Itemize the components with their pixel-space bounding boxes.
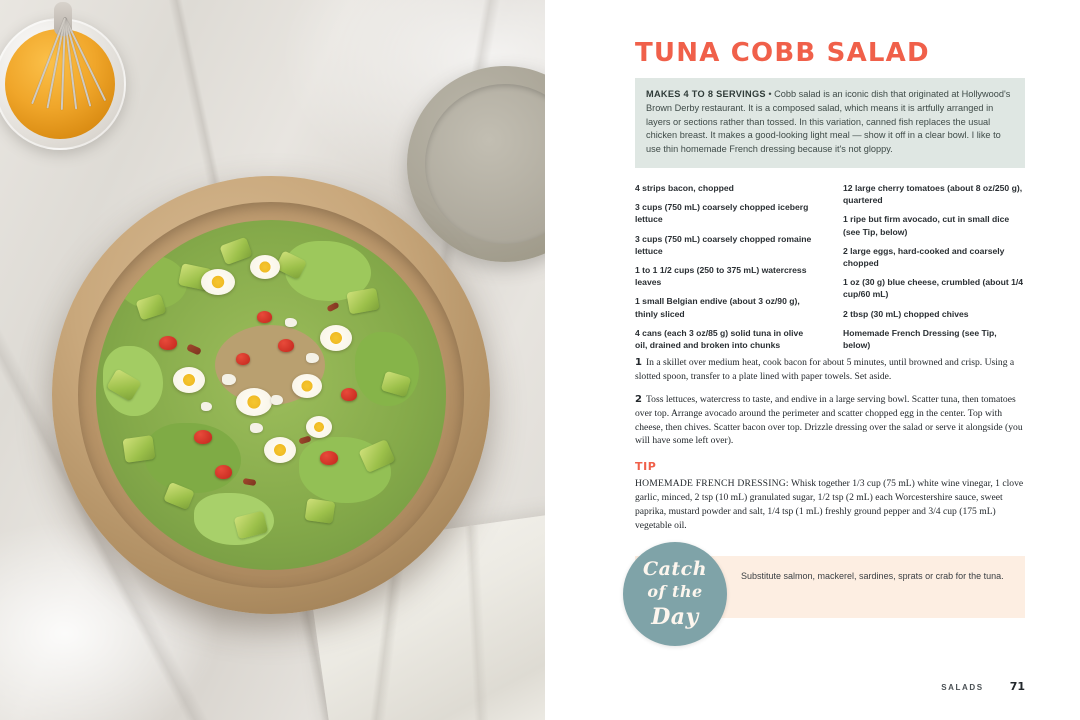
ingredients-column-left [635,182,817,358]
instruction-step [635,356,1025,384]
ingredient-item: 4 strips bacon, chopped [635,183,734,193]
intro-text: Cobb salad is an iconic dish that originated at Hollywood's Brown Derby restaurant. It is a composed salad, which means it is artfully arranged in layers or sections rather than tossed. In this variation, canned fish replaces the usual chicken breast. It makes a good-looking light meal — show it off in a clear bowl. I like to use thin homemade French dressing because it's not gloppy. [646,89,1011,155]
footer-section: SALADS [941,683,984,692]
ingredients-list [635,182,1025,358]
tip-lead: HOMEMADE FRENCH DRESSING: [635,478,789,489]
badge-line-1: Catch [642,558,708,580]
step-text: In a skillet over medium heat, cook bacon for about 5 minutes, until browned and crisp. Using a slotted spoon, transfer to a plate lined with paper towels. Set aside. [635,357,1015,383]
badge-line-3: Day [651,604,699,630]
ingredient-item: 12 large cherry tomatoes (about 8 oz/250 g), quartered [843,183,1023,206]
step-text: Toss lettuces, watercress to taste, and endive in a large serving bowl. Scatter tuna, then tomatoes over top. Arrange avocado around the perimeter and scatter chopped egg in the center. Top with cheese, then chives. Scatter bacon over top. Drizzle dressing over the salad or serve it alongside (you will have some left over). [635,393,1023,447]
servings-label: MAKES 4 TO 8 SERVINGS [646,89,766,99]
badge-line-2: of the [647,582,703,601]
recipe-text-page [545,0,1080,720]
whisk-icon [26,12,102,116]
ingredient-item: 4 cans (each 3 oz/85 g) solid tuna in olive oil, drained and broken into chunks [635,327,804,351]
instructions [635,356,1025,457]
ingredients-column-right [843,182,1025,358]
wooden-bowl [52,176,490,614]
page-number: 71 [1009,680,1025,693]
salad-contents [96,220,446,570]
step-number: 1 [635,357,642,368]
intro-separator: • [765,89,775,99]
ingredient-item: 1 to 1 1/2 cups (250 to 375 mL) watercress leaves [635,265,807,288]
ingredient-item: Homemade French Dressing (see Tip, below) [843,327,997,351]
ingredient-item: 3 cups (750 mL) coarsely chopped iceberg lettuce [635,202,809,225]
ingredient-item: 1 oz (30 g) blue cheese, crumbled (about 1/4 cup/60 mL) [843,277,1024,300]
ingredient-item: 2 tbsp (30 mL) chopped chives [843,308,969,319]
catch-of-the-day-badge [623,542,727,646]
tip-heading: TIP [635,460,657,473]
ingredient-item: 1 ripe but firm avocado, cut in small dice (see Tip, below) [843,214,1010,237]
ingredient-item: 1 small Belgian endive (about 3 oz/90 g), thinly sliced [635,296,800,319]
intro-callout [635,78,1025,168]
ingredient-item: 2 large eggs, hard-cooked and coarsely chopped [843,245,1005,269]
page-title: TUNA COBB SALAD [635,38,930,68]
catch-of-the-day-text: Substitute salmon, mackerel, sardines, sprats or crab for the tuna. [741,571,1004,581]
tip-text: Whisk together 1/3 cup (75 mL) white wine vinegar, 1 clove garlic, minced, 2 tsp (10 mL) granulated sugar, 1/2 tsp (2 mL) each Worcestershire sauce, sweet paprika, mustard powder and salt, 1/4 tsp (1 mL) freshly ground pepper and 3/4 cup (175 mL) vegetable oil. [635,478,1024,531]
tip-body [635,477,1025,533]
page-footer [635,680,1025,693]
step-number: 2 [635,393,642,405]
ingredient-item: 3 cups (750 mL) coarsely chopped romaine lettuce [635,233,812,256]
instruction-step [635,393,1025,448]
